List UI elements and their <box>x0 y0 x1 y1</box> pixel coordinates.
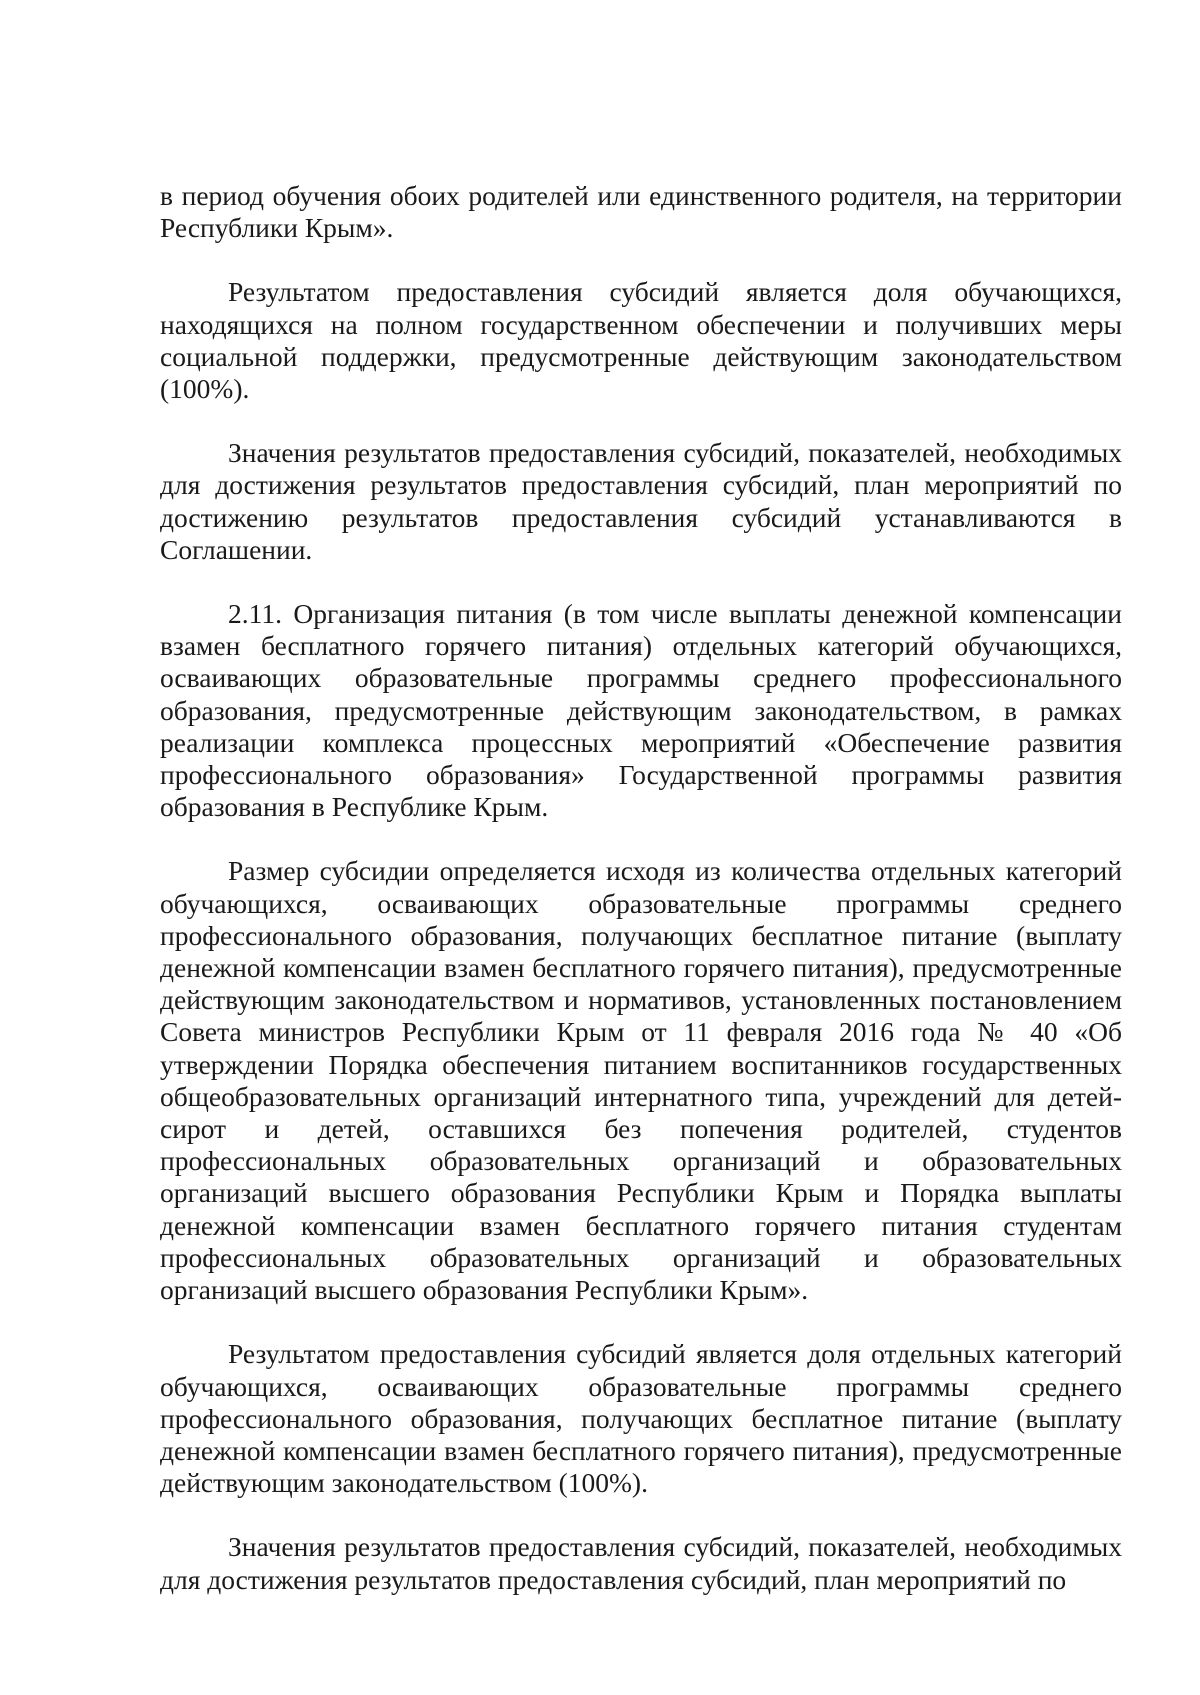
paragraph-values-continued: Значения результатов предоставления субсидий, показателей, необходимых для достижения результатов предоставления субсидий, план мероприятий по <box>160 1531 1122 1595</box>
paragraph-values-agreement: Значения результатов предоставления субсидий, показателей, необходимых для достижения результатов предоставления субсидий, план мероприятий по достижению результатов предоставления субсидий устанавливаются в Соглашении. <box>160 437 1122 565</box>
paragraph-result-full-support: Результатом предоставления субсидий является доля обучающихся, находящихся на полном государственном обеспечении и получивших меры социальной поддержки, предусмотренные действующим законодательством (100%). <box>160 276 1122 405</box>
document-body <box>160 180 1122 1596</box>
paragraph-continuation: в период обучения обоих родителей или единственного родителя, на территории Республики Крым». <box>160 180 1122 244</box>
paragraph-result-meals: Результатом предоставления субсидий является доля отдельных категорий обучающихся, осваивающих образовательные программы среднего профессионального образования, получающих бесплатное питание (выплату денежной компенсации взамен бесплатного горячего питания), предусмотренные действующим законодательством (100%). <box>160 1338 1122 1499</box>
paragraph-subsidy-size: Размер субсидии определяется исходя из количества отдельных категорий обучающихся, осваивающих образовательные программы среднего профессионального образования, получающих бесплатное питание (выплату денежной компенсации взамен бесплатного горячего питания), предусмотренные действующим законодательством и нормативов, установленных постановлением Совета министров Республики Крым от 11 февраля 2016 года № 40 «Об утверждении Порядка обеспечения питанием воспитанников государственных общеобразовательных организаций интернатного типа, учреждений для детей-сирот и детей, оставшихся без попечения родителей, студентов профессиональных образовательных организаций и образовательных организаций высшего образования Республики Крым и Порядка выплаты денежной компенсации взамен бесплатного горячего питания студентам профессиональных образовательных организаций и образовательных организаций высшего образования Республики Крым». <box>160 855 1122 1306</box>
paragraph-section-2-11: 2.11. Организация питания (в том числе выплаты денежной компенсации взамен бесплатного горячего питания) отдельных категорий обучающихся, осваивающих образовательные программы среднего профессионального образования, предусмотренные действующим законодательством, в рамках реализации комплекса процессных мероприятий «Обеспечение развития профессионального образования» Государственной программы развития образования в Республике Крым. <box>160 598 1122 823</box>
